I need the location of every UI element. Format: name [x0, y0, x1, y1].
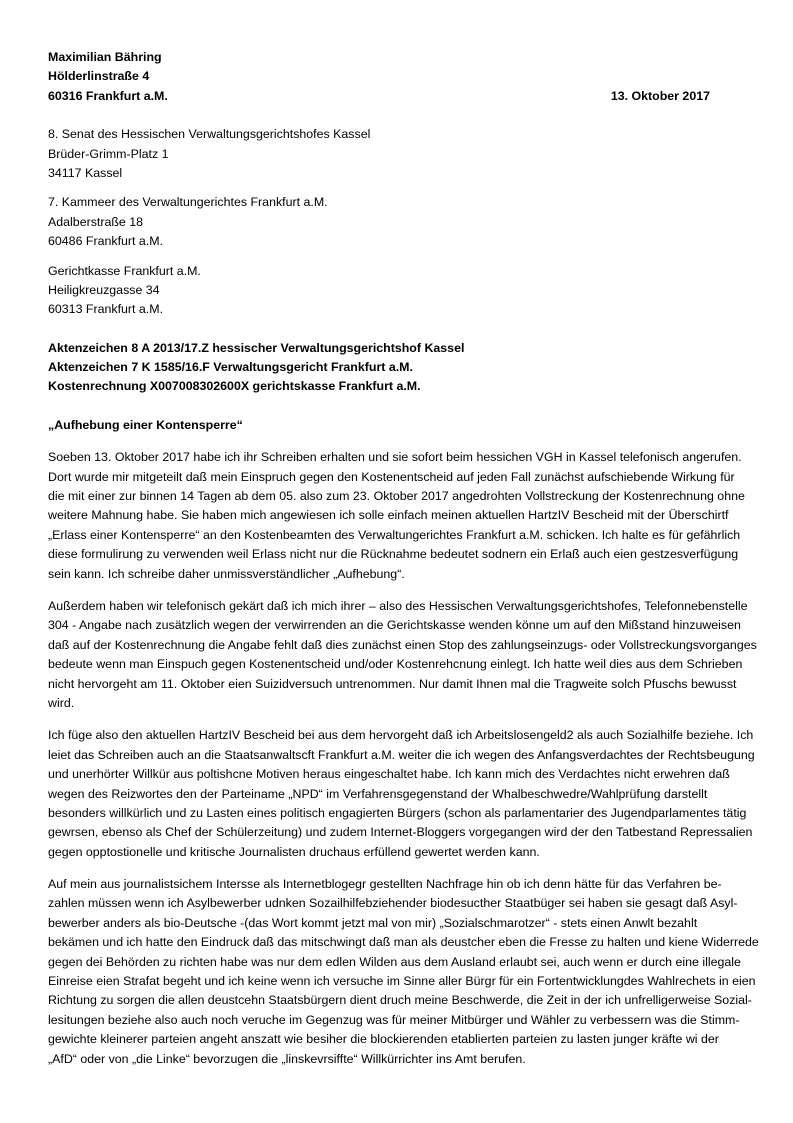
paragraph-line: wird. [48, 695, 75, 710]
paragraph-1 [48, 448, 760, 584]
sender-block [48, 48, 760, 106]
paragraph-line: Außerdem haben wir telefonisch gekärt daß ich mich ihrer – also des Hessischen Verwaltungsgerichtshofes, Telefonnebenstelle [48, 598, 748, 613]
recipient-2-line-3: 60486 Frankfurt a.M. [48, 234, 164, 249]
paragraph-3 [48, 726, 760, 862]
recipient-1-line-3: 34117 Kassel [48, 165, 123, 180]
recipient-2-line-1: 7. Kammeer des Verwaltungerichtes Frankfurt a.M. [48, 195, 328, 210]
recipient-3-line-1: Gerichtkasse Frankfurt a.M. [48, 263, 201, 278]
paragraph-line: bekämen und ich hatte den Eindruck daß das mitschwingt daß man als deustcher eben die Fresse zu halten und kiene Widerrede [48, 935, 759, 950]
paragraph-line: „AfD“ oder von „die Linke“ bevorzugen die „linskevrsiffte“ Willkürrichter ins Amt berufen. [48, 1051, 526, 1066]
paragraph-line: leiet das Schreiben auch an die Staatsanwaltscft Frankfurt a.M. weiter die ich wegen des Anfangsverdachtes der Rechtsbeugung [48, 747, 755, 762]
paragraph-line: gegen dei Behörden zu richten habe was nur dem edlen Wilden aus dem Ausland erlaubt sei, auch wenn er durch eine illegale [48, 954, 741, 969]
paragraph-line: Einreise eien Strafat begeht und ich keine wenn ich versuche im Sinne aller Bürgr für ein Fortentwicklungdes Wahlrechets in eien [48, 974, 756, 989]
paragraph-line: gewichte kleinerer parteien angeht anszatt wie besiher die blockierenden etablierten parteien zu lasten junger kräfte wi der [48, 1032, 719, 1047]
recipient-1-line-2: Brüder-Grimm-Platz 1 [48, 146, 169, 161]
paragraph-line: Dort wurde mir mitgeteilt daß mein Einspruch gegen den Kostenentscheid auf jeden Fall zunächst aufschiebende Wirkung für [48, 469, 735, 484]
paragraph-line: „Erlass einer Kontensperre“ an den Kostenbeamten des Verwaltungerichtes Frankfurt a.M. schicken. Ich halte es für gefährlich [48, 527, 741, 542]
sender-city: 60316 Frankfurt a.M. [48, 88, 168, 103]
paragraph-line: 304 - Angabe nach zusätzlich wegen der verwirrenden an die Gerichtskasse wenden könne um auf den Mißstand hinzuweisen [48, 618, 741, 633]
recipient-1-line-1: 8. Senat des Hessischen Verwaltungsgerichtshofes Kassel [48, 127, 371, 142]
paragraph-4 [48, 875, 760, 1069]
paragraph-line: Soeben 13. Oktober 2017 habe ich ihr Schreiben erhalten und sie sofort beim hessichen VGH in Kassel telefonisch angerufen. [48, 450, 742, 465]
recipient-2-line-2: Adalberstraße 18 [48, 214, 144, 229]
sender-name: Maximilian Bähring [48, 50, 162, 64]
paragraph-line: lesitungen beziehe also auch noch veruche im Gegenzug was für meiner Mitbürger und Wähler zu verbessern was die Stimm- [48, 1012, 740, 1027]
paragraph-line: Ich füge also den aktuellen HartzIV Bescheid bei aus dem hervorgeht daß ich Arbeitslosengeld2 als auch Sozialhilfe beziehe. Ich [48, 728, 754, 743]
paragraph-line: wegen des Reizwortes den der Parteiname „NPD“ im Verfahrensgegenstand der Whalbeschwedre/Wahlprüfung darstellt [48, 786, 708, 801]
paragraph-line: Richtung zu sorgen die allen deustcehn Staatsbürgern dient druch meine Beschwerde, die Zeit in der ich unfrelligerweise Sozial- [48, 993, 752, 1008]
recipient-block-1 [48, 125, 760, 183]
paragraph-line: nicht hervorgeht am 11. Oktober eien Suizidversuch untrenommen. Nur damit Ihnen mal die Tragweite solch Pfuschs bewusst [48, 676, 737, 691]
paragraph-line: weitere Mahnung habe. Sie haben mich angewiesen ich solle einfach meinen aktuellen HartzIV Bescheid mit der Überschirtf [48, 508, 729, 523]
subject-line: „Aufhebung einer Kontensperre“ [48, 417, 243, 432]
paragraph-line: gegen opptostionelle und kritische Journalisten druchaus erfüllend gewertet werden kann. [48, 844, 540, 859]
letter-page [48, 48, 760, 1069]
sender-street: Hölderlinstraße 4 [48, 69, 150, 84]
reference-line-1: Aktenzeichen 8 A 2013/17.Z hessischer Verwaltungsgerichtshof Kassel [48, 340, 465, 355]
reference-line-2: Aktenzeichen 7 K 1585/16.F Verwaltungsgericht Frankfurt a.M. [48, 360, 413, 375]
recipient-block-3 [48, 262, 760, 320]
paragraph-line: diese formulirung zu verwenden weil Erlass nicht nur die Rücknahme bedeutet sodnern ein Erlaß auch eien gestzesverfügung [48, 547, 739, 562]
paragraph-line: daß auf der Kostenrechnung die Angabe fehlt daß dies zunächst einen Stop des zahlungseinzugs- oder Vollstreckungsvorganges [48, 637, 757, 652]
paragraph-line: gewrsen, ebenso als Chef der Schülerzeitung) und zudem Internet-Bloggers vorgegangen wird der den Tatbestand Repressalien [48, 825, 753, 840]
paragraph-2 [48, 597, 760, 713]
paragraph-line: bedeute wenn man Einspuch gegen Kostenentscheid und/oder Kostenrehcnung einlegt. Ich hatte weil dies aus dem Schrieben [48, 657, 743, 672]
paragraph-line: besonders willkürlich und zu Lasten eines politisch engagierten Bürgers (schon als parlamentarier des Jugendparlamentes tätig [48, 805, 747, 820]
paragraph-line: die mit einer zur binnen 14 Tagen ab dem 05. also zum 23. Oktober 2017 angedrohten Vollstreckung der Kostenrechnung ohne [48, 489, 745, 504]
recipient-3-line-3: 60313 Frankfurt a.M. [48, 302, 164, 317]
paragraph-line: sein kann. Ich schreibe daher unmissverständlicher „Aufhebung“. [48, 566, 405, 581]
paragraph-line: zahlen müssen wenn ich Asylbewerber udnken Sozailhilfebziehender biodesucther Staatbüger sei haben sie gesagt daß Asyl- [48, 896, 738, 911]
sender-city-row [48, 87, 760, 106]
paragraph-line: bewerber anders als bio-Deutsche -(das Wort kommt jetzt mal von mir) „Sozialschmarotzer“ - stets einen Anwlt bezahlt [48, 915, 698, 930]
recipient-block-2 [48, 193, 760, 251]
paragraph-line: Auf mein aus journalistsichem Intersse als Internetblogegr gestellten Nachfrage hin ob ich denn hätte für das Verfahren be- [48, 877, 722, 892]
recipient-3-line-2: Heiligkreuzgasse 34 [48, 282, 160, 297]
paragraph-line: und unerhörter Willkür aus poltishcne Motiven heraus eingeschaltet habe. Ich kann mich des Verdachtes nicht erwehren daß [48, 767, 730, 782]
reference-block [48, 339, 760, 397]
letter-date: 13. Oktober 2017 [610, 88, 710, 103]
reference-line-3: Kostenrechnung X007008302600X gerichtskasse Frankfurt a.M. [48, 379, 421, 394]
